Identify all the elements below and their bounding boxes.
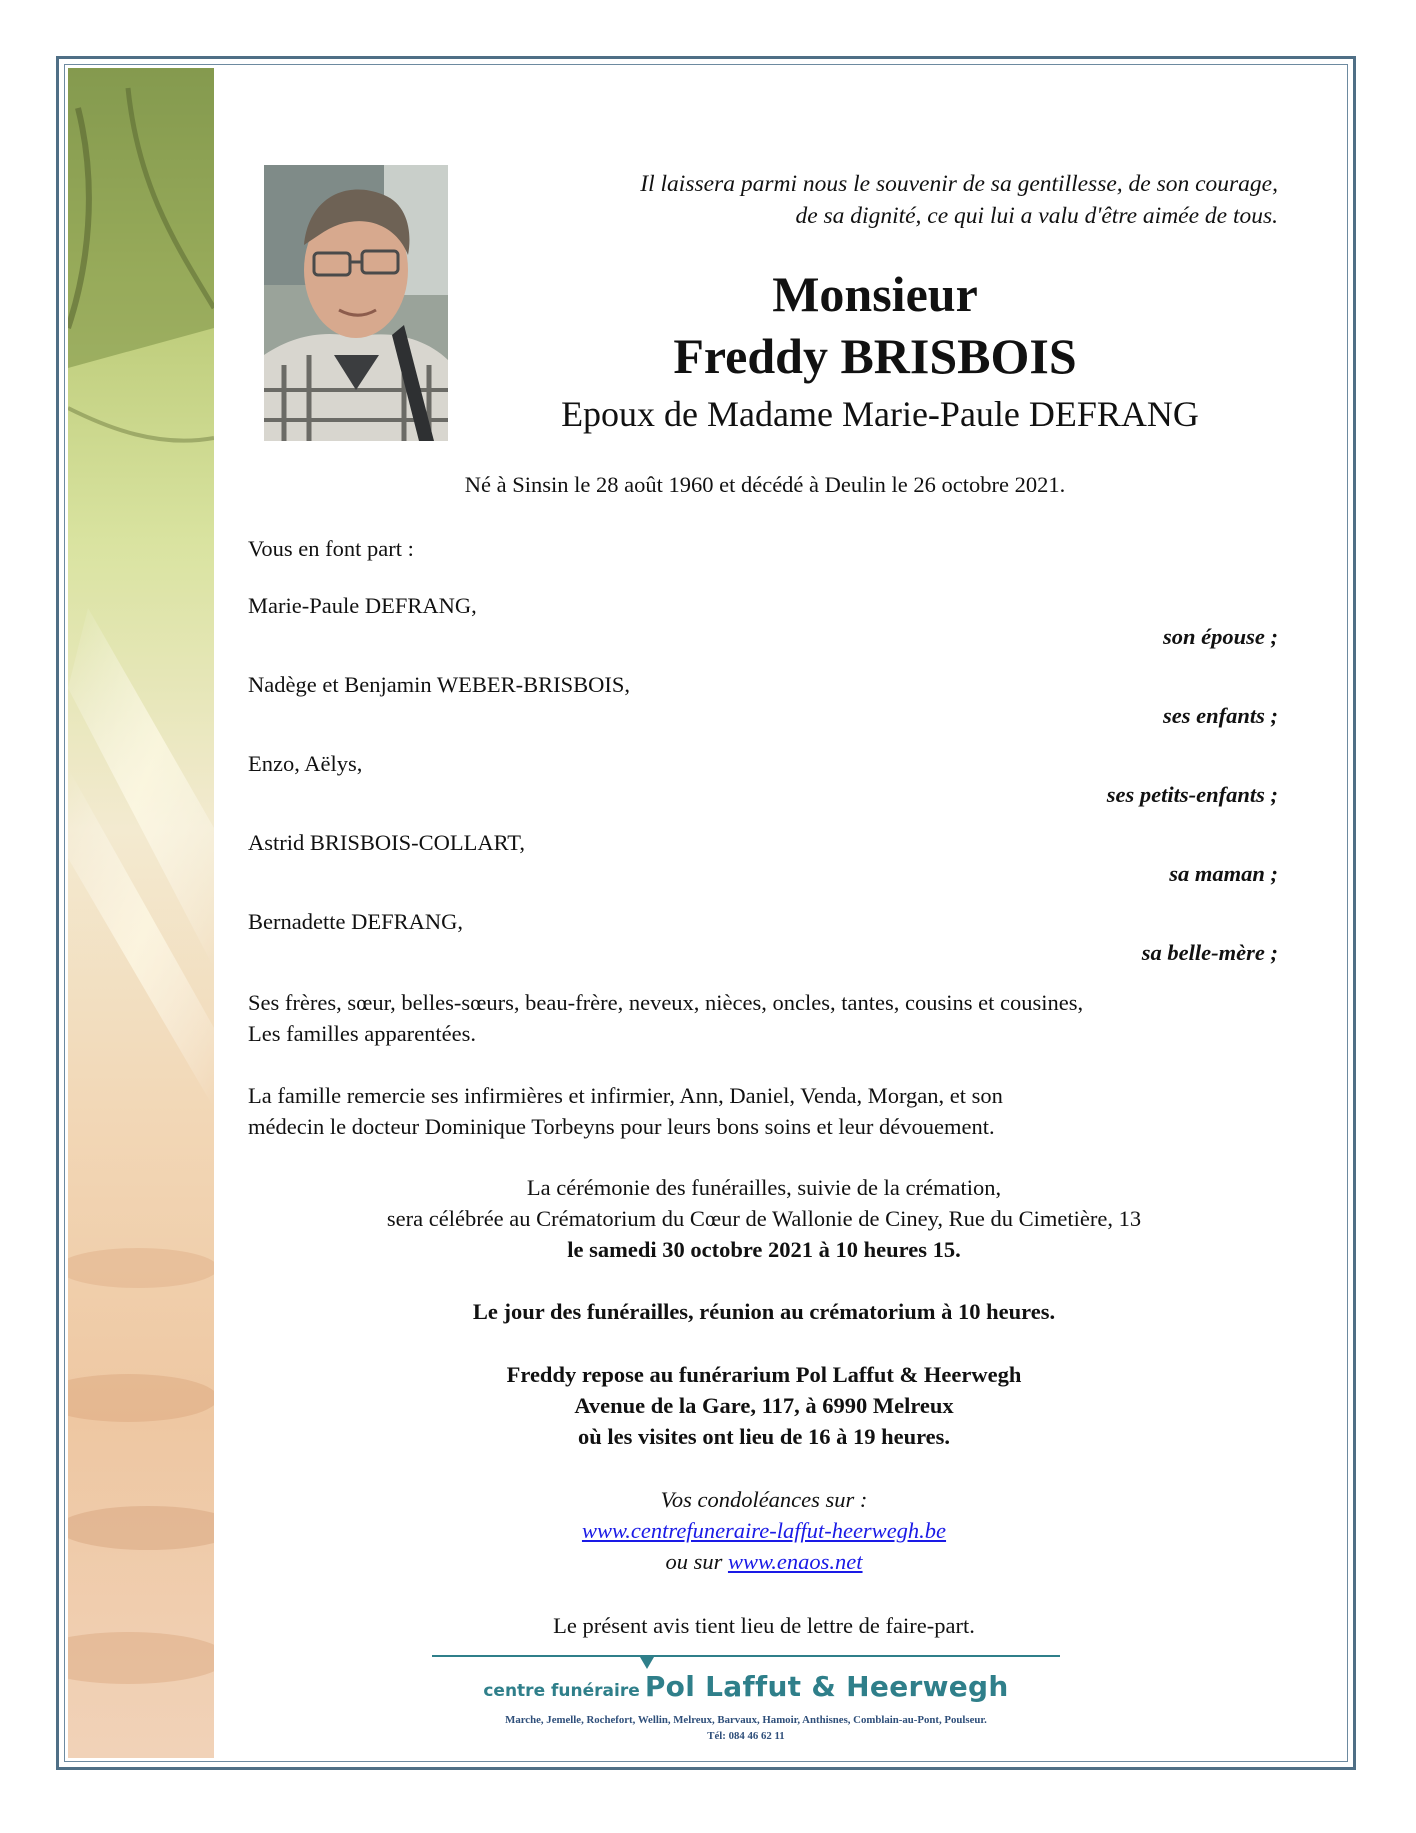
relative-name: Marie-Paule DEFRANG, (248, 593, 477, 618)
relative-name: Nadège et Benjamin WEBER-BRISBOIS, (248, 672, 631, 697)
visitation-line-1: Freddy repose au funérarium Pol Laffut & Heerwegh (506, 1362, 1022, 1387)
ceremony-line-1: La cérémonie des funérailles, suivie de la crémation, (526, 1175, 1002, 1200)
condolences-intro: Vos condoléances sur : (660, 1487, 868, 1512)
extended-family-line-2: Les familles apparentées. (248, 1021, 477, 1046)
relative-role: sa belle-mère ; (1141, 940, 1278, 965)
honorific-title: Monsieur (772, 266, 978, 322)
thanks-paragraph (248, 1080, 1280, 1142)
portrait-photo (264, 165, 448, 441)
announce-intro: Vous en font part : (248, 536, 414, 561)
forest-path-side-image (68, 68, 214, 1758)
birth-death-line: Né à Sinsin le 28 août 1960 et décédé à Deulin le 26 octobre 2021. (464, 472, 1066, 497)
logo-divider (432, 1655, 1060, 1657)
relative-name: Astrid BRISBOIS-COLLART, (248, 830, 525, 855)
logo-small-text: centre funéraire (483, 1681, 640, 1701)
funeral-center-logo (432, 1670, 1060, 1703)
notice-line: Le présent avis tient lieu de lettre de faire-part. (553, 1613, 975, 1638)
funeral-center-link[interactable]: www.centrefuneraire-laffut-heerwegh.be (581, 1518, 947, 1543)
condolences-block (248, 1484, 1280, 1577)
meeting-notice: Le jour des funérailles, réunion au crématorium à 10 heures. (472, 1299, 1056, 1324)
visitation-line-3: où les visites ont lieu de 16 à 19 heures. (577, 1424, 951, 1449)
spouse-line: Epoux de Madame Marie-Paule DEFRANG (561, 394, 1199, 434)
relative-role: son épouse ; (1162, 624, 1278, 649)
relative-role: ses petits-enfants ; (1106, 782, 1278, 807)
ceremony-line-2: sera célébrée au Crématorium du Cœur de Wallonie de Ciney, Rue du Cimetière, 13 (386, 1206, 1142, 1231)
relative-role: ses enfants ; (1162, 703, 1278, 728)
quote-line-1: Il laissera parmi nous le souvenir de sa gentillesse, de son courage, (640, 171, 1278, 197)
deceased-name: Freddy BRISBOIS (673, 328, 1077, 384)
relative-role: sa maman ; (1169, 861, 1278, 886)
thanks-line-2: médecin le docteur Dominique Torbeyns pour leurs bons soins et leur dévouement. (248, 1114, 995, 1139)
quote-line-2: de sa dignité, ce qui lui a valu d'être aimée de tous. (795, 203, 1278, 229)
ceremony-date: le samedi 30 octobre 2021 à 10 heures 15. (567, 1237, 961, 1262)
logo-subtext (420, 1712, 1072, 1744)
relative-name: Enzo, Aëlys, (248, 751, 363, 776)
extended-family (248, 987, 1280, 1049)
thanks-line-1: La famille remercie ses infirmières et infirmier, Ann, Daniel, Venda, Morgan, et son (248, 1083, 1003, 1108)
extended-family-line-1: Ses frères, sœur, belles-sœurs, beau-frère, neveux, nièces, oncles, tantes, cousins et cousines, (248, 990, 1084, 1015)
logo-brand-name: Pol Laffut & Heerwegh (644, 1670, 1009, 1703)
memorial-quote (480, 168, 1278, 232)
visitation-details (248, 1359, 1280, 1452)
logo-locations: Marche, Jemelle, Rochefort, Wellin, Melreux, Barvaux, Hamoir, Anthisnes, Comblain-au-Pont, Poulseur. (505, 1714, 987, 1726)
ceremony-details (248, 1172, 1280, 1265)
logo-arrow-icon (640, 1657, 654, 1669)
visitation-line-2: Avenue de la Gare, 117, à 6990 Melreux (574, 1393, 954, 1418)
relative-name: Bernadette DEFRANG, (248, 909, 463, 934)
logo-phone: Tél: 084 46 62 11 (707, 1730, 785, 1742)
enaos-link[interactable]: www.enaos.net (727, 1549, 863, 1574)
condolences-or-on: ou sur (665, 1549, 723, 1574)
